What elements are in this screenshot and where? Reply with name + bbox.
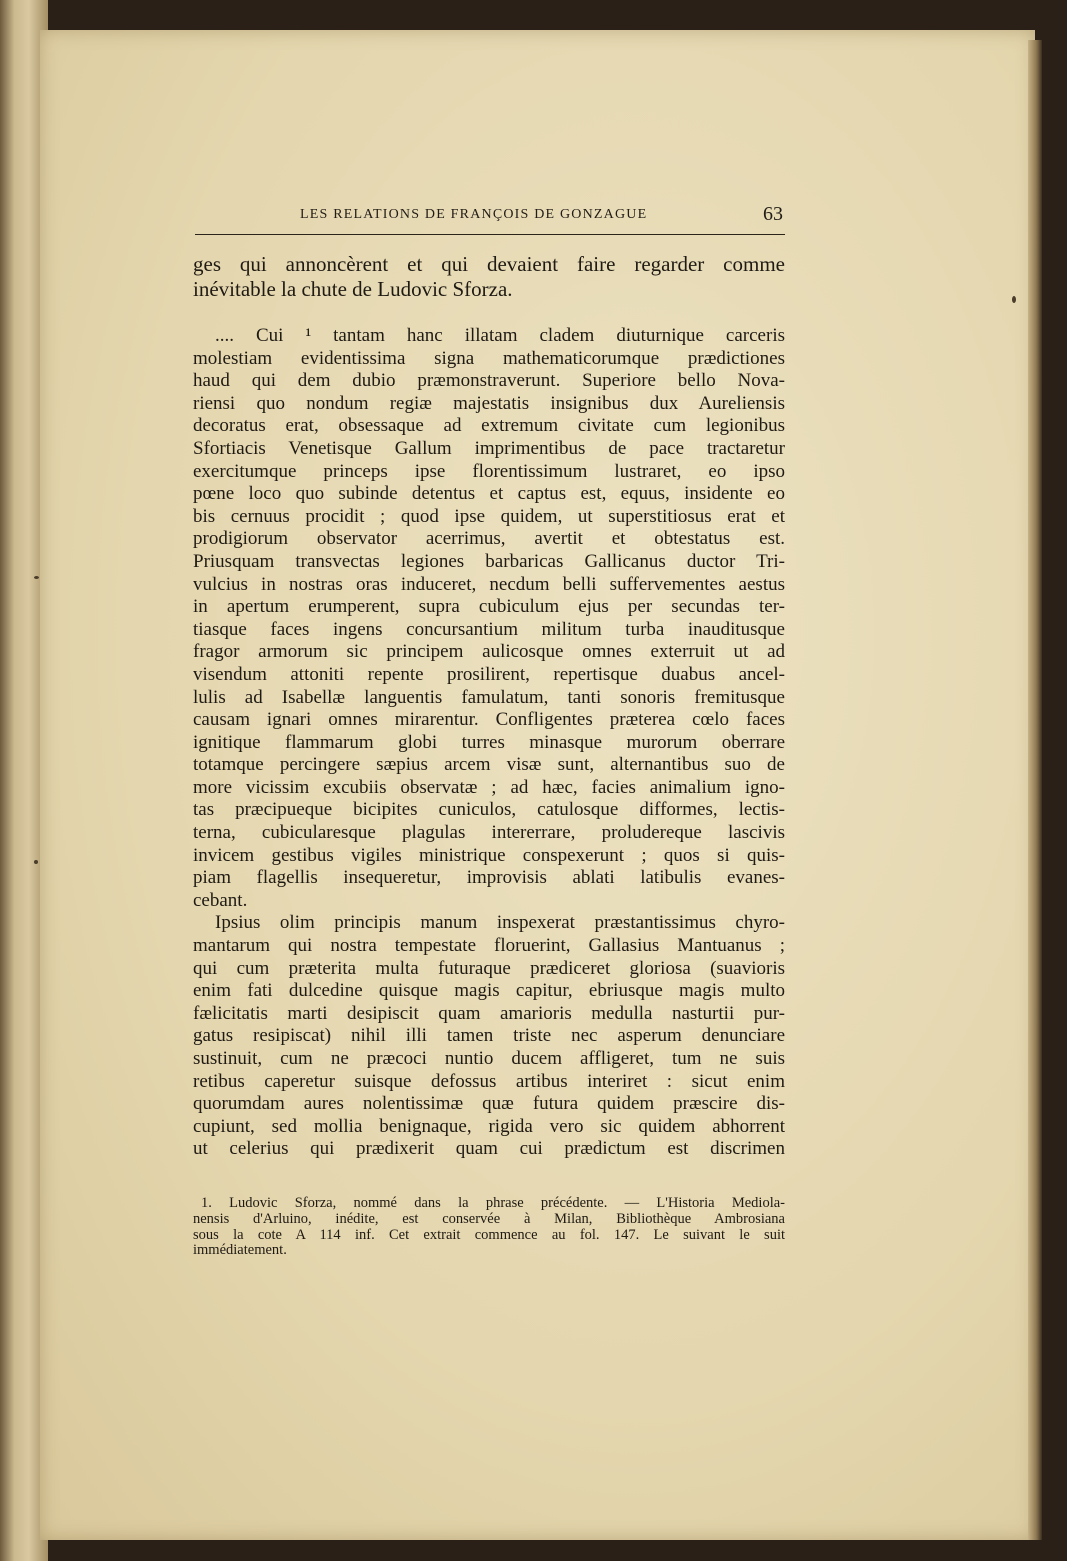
ink-speck bbox=[1012, 296, 1016, 303]
page-number: 63 bbox=[763, 203, 783, 225]
text-line: molestiam evidentissima signa mathematicorumque prædictiones bbox=[193, 347, 785, 369]
text-line: fragor armorum sic principem aulicosque omnes exterruit ut ad bbox=[193, 641, 785, 663]
text-line: vulcius in nostras oras induceret, necdum belli suffervementes aestus bbox=[193, 573, 785, 595]
text-line: Ipsius olim principis manum inspexerat præstantissimus chyro- bbox=[215, 912, 785, 934]
text-line: ignitique flammarum globi turres minasque murorum oberrare bbox=[193, 731, 785, 753]
text-line: tas præcipueque bicipites cuniculos, catulosque difformes, lectis- bbox=[193, 799, 785, 821]
text-line: in apertum erumperent, supra cubiculum ejus per secundas ter- bbox=[193, 596, 785, 618]
text-line: ut celerius qui prædixerit quam cui prædictum est discrimen bbox=[193, 1138, 785, 1160]
text-line: piam flagellis insequeretur, improvisis ablati latibulis evanes- bbox=[193, 867, 785, 889]
text-line: inévitable la chute de Ludovic Sforza. bbox=[193, 277, 513, 301]
body-text bbox=[193, 252, 785, 1161]
text-line: terna, cubicularesque plagulas intererrare, proludereque lascivis bbox=[193, 822, 785, 844]
text-line: haud qui dem dubio præmonstraverunt. Superiore bello Nova- bbox=[193, 370, 785, 392]
text-line: ges qui annoncèrent et qui devaient faire regarder comme bbox=[193, 252, 785, 276]
footnote-line: immédiatement. bbox=[193, 1242, 287, 1259]
text-line: gatus resipiscat) nihil illi tamen triste nec asperum denunciare bbox=[193, 1025, 785, 1047]
text-line: cupiunt, sed mollia benignaque, rigida vero sic quidem abhorrent bbox=[193, 1115, 785, 1137]
text-line: enim fati dulcedine quisque magis capitur, ebriusque magis multo bbox=[193, 980, 785, 1002]
latin-quotation bbox=[193, 325, 785, 1161]
footnote-line: nensis d'Arluino, inédite, est conservée à Milan, Bibliothèque Ambrosiana bbox=[193, 1210, 785, 1227]
footnote bbox=[193, 1196, 785, 1259]
text-line: mantarum qui nostra tempestate floruerint, Gallasius Mantuanus ; bbox=[193, 935, 785, 957]
text-line: exercitumque princeps ipse florentissimum lustraret, eo ipso bbox=[193, 460, 785, 482]
text-line: pœne loco quo subinde detentus et captus est, equus, insidente eo bbox=[193, 483, 785, 505]
text-line: more vicissim excubiis observatæ ; ad hæc, facies animalium igno- bbox=[193, 776, 785, 798]
text-line: lulis ad Isabellæ languentis famulatum, tanti sonoris fremitusque bbox=[193, 686, 785, 708]
footnote-line: sous la cote A 114 inf. Cet extrait commence au fol. 147. Le suivant le suit bbox=[193, 1226, 785, 1243]
text-line: cebant. bbox=[193, 889, 248, 911]
text-line: riensi quo nondum regiæ majestatis insignibus dux Aureliensis bbox=[193, 392, 785, 414]
text-line: sustinuit, cum ne præcoci nuntio ducem affligeret, tum ne suis bbox=[193, 1048, 785, 1069]
intro-paragraph bbox=[193, 252, 785, 302]
text-line: invicem gestibus vigiles ministrique conspexerunt ; quos si quis- bbox=[193, 844, 785, 866]
ink-speck bbox=[34, 860, 38, 864]
text-line: totamque percingere sæpius arcem visæ sunt, alternantibus suo de bbox=[193, 754, 785, 776]
text-line: qui cum præterita multa futuraque prædiceret gloriosa (suavioris bbox=[193, 957, 785, 979]
text-line: decoratus erat, obsessaque ad extremum civitate cum legionibus bbox=[193, 415, 785, 437]
text-line: quorumdam aures nolentissimæ quæ futura quidem præscire dis- bbox=[193, 1093, 785, 1115]
text-line: Priusquam transvectas legiones barbaricas Gallicanus ductor Tri- bbox=[193, 550, 785, 572]
running-title: LES RELATIONS DE FRANÇOIS DE GONZAGUE bbox=[300, 207, 648, 222]
footnote-line: 1. Ludovic Sforza, nommé dans la phrase précédente. — L'Historia Mediola- bbox=[201, 1195, 785, 1211]
text-line: fælicitatis marti desipiscit quam amarioris medulla nasturtii pur- bbox=[193, 1002, 785, 1024]
text-line: retibus caperetur suisque defossus artibus interiret : sicut enim bbox=[193, 1070, 785, 1092]
text-line: visendum attoniti repente prosilirent, repertisque duabus ancel- bbox=[193, 663, 785, 685]
text-line: Sfortiacis Venetisque Gallum imprimentibus de pace tractaretur bbox=[193, 437, 785, 459]
page-edge bbox=[1028, 40, 1042, 1540]
text-line: prodigiorum observator acerrimus, avertit et obtestatus est. bbox=[193, 528, 785, 550]
running-head bbox=[195, 200, 785, 235]
ink-speck bbox=[34, 576, 39, 579]
text-line: causam ignari omnes mirarentur. Confligentes præterea cœlo faces bbox=[193, 709, 785, 731]
text-line: .... Cui ¹ tantam hanc illatam cladem diuturnique carceris bbox=[215, 325, 785, 346]
text-line: tiasque faces ingens concursantium militum turba inauditusque bbox=[193, 618, 785, 640]
text-line: bis cernuus procidit ; quod ipse quidem, ut superstitiosus erat et bbox=[193, 505, 785, 527]
